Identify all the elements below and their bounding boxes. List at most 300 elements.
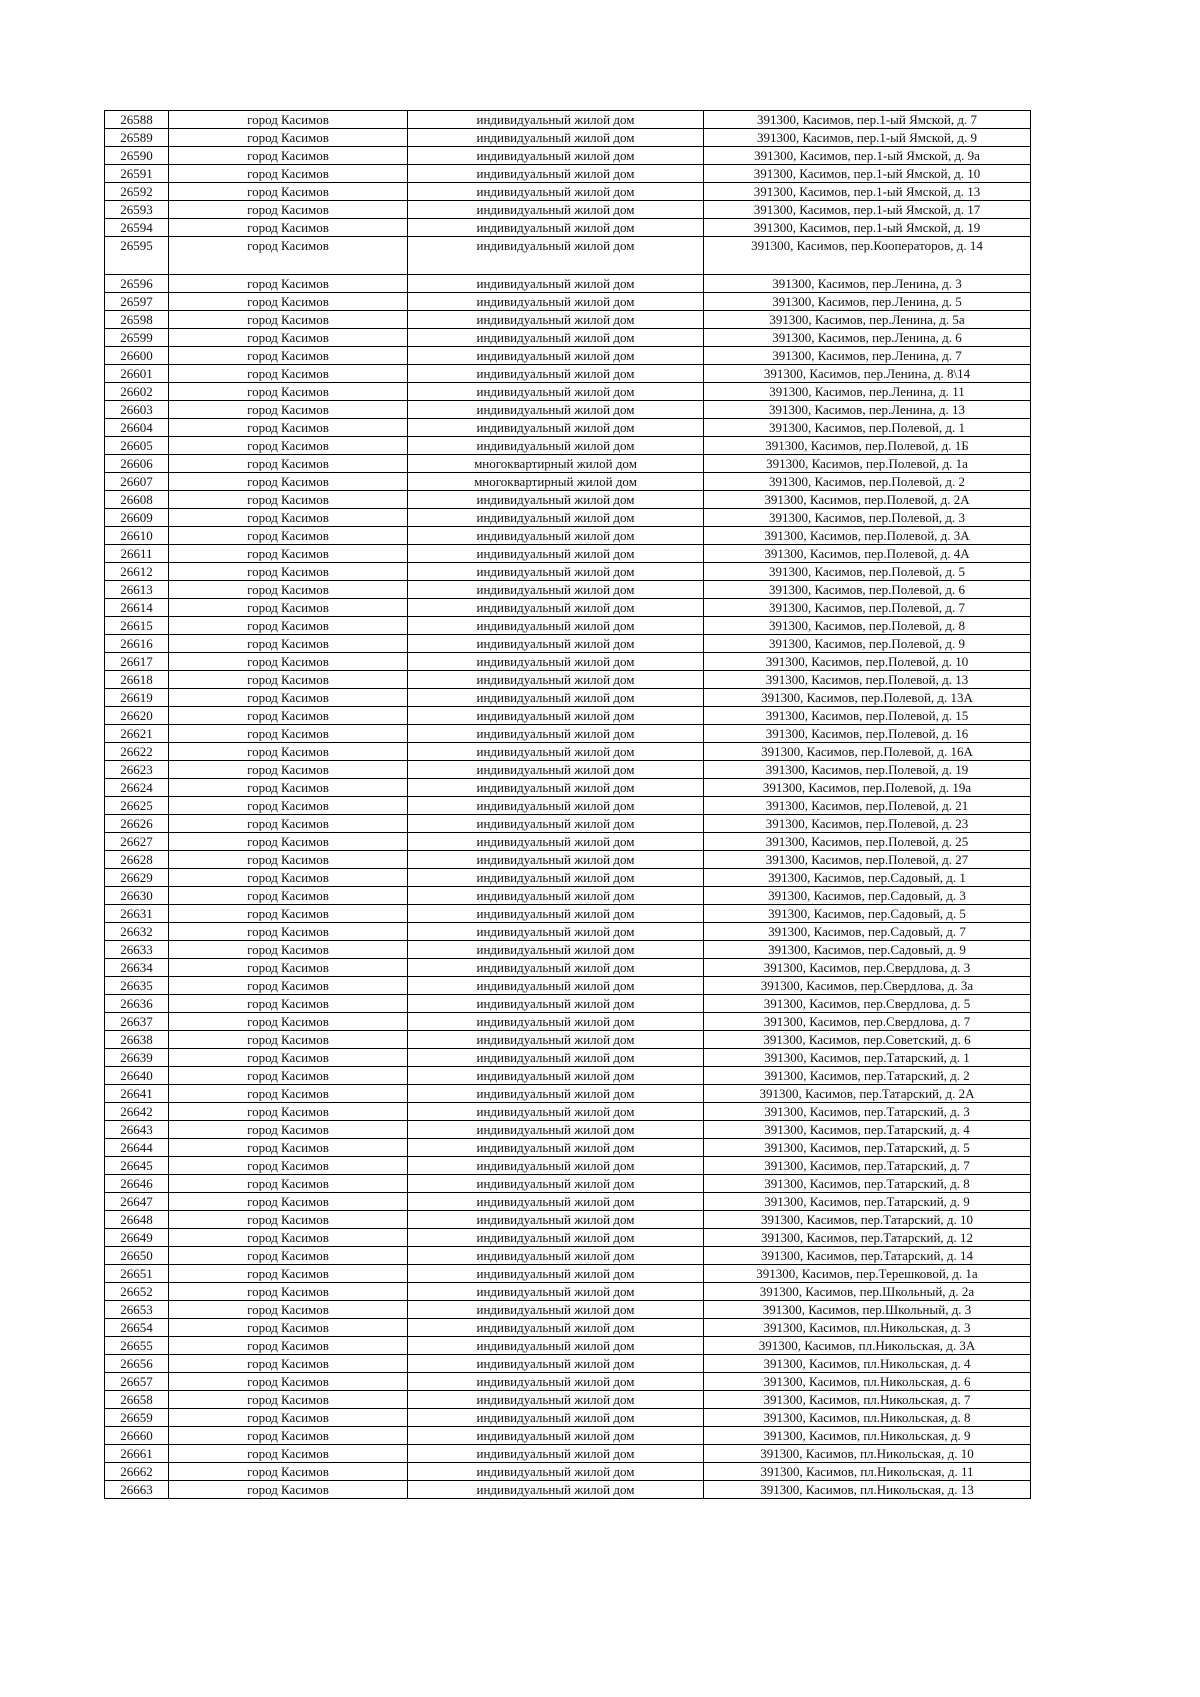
city-cell: город Касимов	[169, 959, 408, 977]
row-number-cell: 26602	[105, 383, 169, 401]
building-type-cell: индивидуальный жилой дом	[408, 1355, 704, 1373]
row-number-cell: 26638	[105, 1031, 169, 1049]
building-type-cell: индивидуальный жилой дом	[408, 545, 704, 563]
city-cell: город Касимов	[169, 653, 408, 671]
table-row	[105, 237, 1031, 275]
city-cell: город Касимов	[169, 617, 408, 635]
building-type-cell: индивидуальный жилой дом	[408, 689, 704, 707]
row-number-cell: 26633	[105, 941, 169, 959]
city-cell: город Касимов	[169, 671, 408, 689]
row-number-cell: 26619	[105, 689, 169, 707]
table-row	[105, 473, 1031, 491]
building-type-cell: индивидуальный жилой дом	[408, 275, 704, 293]
row-number-cell: 26657	[105, 1373, 169, 1391]
row-number-cell: 26613	[105, 581, 169, 599]
row-number-cell: 26632	[105, 923, 169, 941]
table-row	[105, 1427, 1031, 1445]
building-type-cell: индивидуальный жилой дом	[408, 293, 704, 311]
address-cell: 391300, Касимов, пер.Ленина, д. 13	[704, 401, 1031, 419]
row-number-cell: 26659	[105, 1409, 169, 1427]
address-cell: 391300, Касимов, пер.Свердлова, д. 3	[704, 959, 1031, 977]
city-cell: город Касимов	[169, 977, 408, 995]
city-cell: город Касимов	[169, 1139, 408, 1157]
building-type-cell: индивидуальный жилой дом	[408, 347, 704, 365]
table-body	[105, 111, 1031, 1499]
address-cell: 391300, Касимов, пер.Татарский, д. 1	[704, 1049, 1031, 1067]
row-number-cell: 26615	[105, 617, 169, 635]
table-row	[105, 329, 1031, 347]
table-row	[105, 707, 1031, 725]
table-row	[105, 365, 1031, 383]
city-cell: город Касимов	[169, 1103, 408, 1121]
address-cell: 391300, Касимов, пер.1-ый Ямской, д. 19	[704, 219, 1031, 237]
building-type-cell: индивидуальный жилой дом	[408, 329, 704, 347]
address-cell: 391300, Касимов, пер.Полевой, д. 13	[704, 671, 1031, 689]
address-cell: 391300, Касимов, пер.Садовый, д. 7	[704, 923, 1031, 941]
city-cell: город Касимов	[169, 923, 408, 941]
address-cell: 391300, Касимов, пер.Татарский, д. 2А	[704, 1085, 1031, 1103]
row-number-cell: 26660	[105, 1427, 169, 1445]
building-type-cell: индивидуальный жилой дом	[408, 977, 704, 995]
building-type-cell: индивидуальный жилой дом	[408, 1265, 704, 1283]
table-row	[105, 1157, 1031, 1175]
table-row	[105, 689, 1031, 707]
table-row	[105, 1445, 1031, 1463]
city-cell: город Касимов	[169, 401, 408, 419]
address-cell: 391300, Касимов, пер.Полевой, д. 6	[704, 581, 1031, 599]
address-cell: 391300, Касимов, пер.Полевой, д. 1	[704, 419, 1031, 437]
city-cell: город Касимов	[169, 1175, 408, 1193]
building-type-cell: индивидуальный жилой дом	[408, 111, 704, 129]
table-row	[105, 1193, 1031, 1211]
row-number-cell: 26628	[105, 851, 169, 869]
address-cell: 391300, Касимов, пер.Полевой, д. 2	[704, 473, 1031, 491]
address-cell: 391300, Касимов, пер.Ленина, д. 11	[704, 383, 1031, 401]
city-cell: город Касимов	[169, 1157, 408, 1175]
city-cell: город Касимов	[169, 1427, 408, 1445]
row-number-cell: 26623	[105, 761, 169, 779]
address-cell: 391300, Касимов, пер.Ленина, д. 8\14	[704, 365, 1031, 383]
row-number-cell: 26601	[105, 365, 169, 383]
table-row	[105, 183, 1031, 201]
table-row	[105, 1031, 1031, 1049]
table-row	[105, 923, 1031, 941]
building-type-cell: индивидуальный жилой дом	[408, 401, 704, 419]
row-number-cell: 26661	[105, 1445, 169, 1463]
address-cell: 391300, Касимов, пер.Ленина, д. 7	[704, 347, 1031, 365]
building-type-cell: индивидуальный жилой дом	[408, 1121, 704, 1139]
row-number-cell: 26663	[105, 1481, 169, 1499]
address-cell: 391300, Касимов, пер.Татарский, д. 2	[704, 1067, 1031, 1085]
city-cell: город Касимов	[169, 365, 408, 383]
table-row	[105, 635, 1031, 653]
building-type-cell: индивидуальный жилой дом	[408, 1049, 704, 1067]
city-cell: город Касимов	[169, 815, 408, 833]
city-cell: город Касимов	[169, 1049, 408, 1067]
row-number-cell: 26604	[105, 419, 169, 437]
building-type-cell: индивидуальный жилой дом	[408, 581, 704, 599]
building-type-cell: индивидуальный жилой дом	[408, 1211, 704, 1229]
building-type-cell: индивидуальный жилой дом	[408, 1283, 704, 1301]
table-row	[105, 1103, 1031, 1121]
city-cell: город Касимов	[169, 275, 408, 293]
row-number-cell: 26595	[105, 237, 169, 275]
table-row	[105, 617, 1031, 635]
row-number-cell: 26655	[105, 1337, 169, 1355]
address-cell: 391300, Касимов, пер.Татарский, д. 5	[704, 1139, 1031, 1157]
building-type-cell: индивидуальный жилой дом	[408, 219, 704, 237]
row-number-cell: 26592	[105, 183, 169, 201]
row-number-cell: 26606	[105, 455, 169, 473]
address-cell: 391300, Касимов, пер.Татарский, д. 9	[704, 1193, 1031, 1211]
address-cell: 391300, Касимов, пер.1-ый Ямской, д. 13	[704, 183, 1031, 201]
row-number-cell: 26616	[105, 635, 169, 653]
table-row	[105, 1301, 1031, 1319]
address-cell: 391300, Касимов, пер.Татарский, д. 12	[704, 1229, 1031, 1247]
address-cell: 391300, Касимов, пер.Полевой, д. 7	[704, 599, 1031, 617]
address-cell: 391300, Касимов, пл.Никольская, д. 13	[704, 1481, 1031, 1499]
address-cell: 391300, Касимов, пер.Садовый, д. 1	[704, 869, 1031, 887]
row-number-cell: 26645	[105, 1157, 169, 1175]
address-cell: 391300, Касимов, пер.Полевой, д. 8	[704, 617, 1031, 635]
city-cell: город Касимов	[169, 887, 408, 905]
building-type-cell: индивидуальный жилой дом	[408, 1427, 704, 1445]
table-row	[105, 905, 1031, 923]
address-cell: 391300, Касимов, пер.Советский, д. 6	[704, 1031, 1031, 1049]
row-number-cell: 26641	[105, 1085, 169, 1103]
row-number-cell: 26640	[105, 1067, 169, 1085]
row-number-cell: 26625	[105, 797, 169, 815]
address-cell: 391300, Касимов, пер.Полевой, д. 23	[704, 815, 1031, 833]
building-type-cell: индивидуальный жилой дом	[408, 1391, 704, 1409]
building-type-cell: индивидуальный жилой дом	[408, 725, 704, 743]
building-type-cell: индивидуальный жилой дом	[408, 165, 704, 183]
row-number-cell: 26651	[105, 1265, 169, 1283]
address-cell: 391300, Касимов, пер.1-ый Ямской, д. 9а	[704, 147, 1031, 165]
building-type-cell: индивидуальный жилой дом	[408, 635, 704, 653]
city-cell: город Касимов	[169, 527, 408, 545]
table-row	[105, 147, 1031, 165]
building-type-cell: индивидуальный жилой дом	[408, 599, 704, 617]
building-type-cell: индивидуальный жилой дом	[408, 129, 704, 147]
table-row	[105, 581, 1031, 599]
city-cell: город Касимов	[169, 111, 408, 129]
address-cell: 391300, Касимов, пер.Полевой, д. 3	[704, 509, 1031, 527]
row-number-cell: 26653	[105, 1301, 169, 1319]
city-cell: город Касимов	[169, 707, 408, 725]
building-type-cell: индивидуальный жилой дом	[408, 183, 704, 201]
row-number-cell: 26590	[105, 147, 169, 165]
table-row	[105, 293, 1031, 311]
city-cell: город Касимов	[169, 1373, 408, 1391]
table-row	[105, 383, 1031, 401]
address-cell: 391300, Касимов, пер.Садовый, д. 3	[704, 887, 1031, 905]
table-row	[105, 1211, 1031, 1229]
address-cell: 391300, Касимов, пер.Полевой, д. 19	[704, 761, 1031, 779]
row-number-cell: 26654	[105, 1319, 169, 1337]
building-type-cell: индивидуальный жилой дом	[408, 383, 704, 401]
city-cell: город Касимов	[169, 419, 408, 437]
address-cell: 391300, Касимов, пер.Полевой, д. 19а	[704, 779, 1031, 797]
building-type-cell: индивидуальный жилой дом	[408, 1229, 704, 1247]
row-number-cell: 26612	[105, 563, 169, 581]
address-cell: 391300, Касимов, пер.Ленина, д. 5	[704, 293, 1031, 311]
table-row	[105, 419, 1031, 437]
city-cell: город Касимов	[169, 599, 408, 617]
address-cell: 391300, Касимов, пер.Полевой, д. 25	[704, 833, 1031, 851]
building-type-cell: индивидуальный жилой дом	[408, 743, 704, 761]
city-cell: город Касимов	[169, 165, 408, 183]
city-cell: город Касимов	[169, 147, 408, 165]
row-number-cell: 26621	[105, 725, 169, 743]
table-row	[105, 1409, 1031, 1427]
address-cell: 391300, Касимов, пер.Татарский, д. 4	[704, 1121, 1031, 1139]
city-cell: город Касимов	[169, 797, 408, 815]
row-number-cell: 26636	[105, 995, 169, 1013]
table-row	[105, 959, 1031, 977]
building-type-cell: индивидуальный жилой дом	[408, 833, 704, 851]
table-row	[105, 1391, 1031, 1409]
building-type-cell: индивидуальный жилой дом	[408, 1247, 704, 1265]
address-cell: 391300, Касимов, пер.1-ый Ямской, д. 17	[704, 201, 1031, 219]
row-number-cell: 26591	[105, 165, 169, 183]
row-number-cell: 26588	[105, 111, 169, 129]
city-cell: город Касимов	[169, 689, 408, 707]
building-type-cell: индивидуальный жилой дом	[408, 1319, 704, 1337]
city-cell: город Касимов	[169, 1265, 408, 1283]
city-cell: город Касимов	[169, 851, 408, 869]
row-number-cell: 26624	[105, 779, 169, 797]
address-cell: 391300, Касимов, пер.Татарский, д. 8	[704, 1175, 1031, 1193]
building-type-cell: индивидуальный жилой дом	[408, 815, 704, 833]
row-number-cell: 26605	[105, 437, 169, 455]
table-row	[105, 1049, 1031, 1067]
table-row	[105, 851, 1031, 869]
row-number-cell: 26620	[105, 707, 169, 725]
table-row	[105, 527, 1031, 545]
building-type-cell: индивидуальный жилой дом	[408, 437, 704, 455]
city-cell: город Касимов	[169, 201, 408, 219]
building-type-cell: индивидуальный жилой дом	[408, 237, 704, 275]
table-row	[105, 1229, 1031, 1247]
table-row	[105, 275, 1031, 293]
row-number-cell: 26593	[105, 201, 169, 219]
city-cell: город Касимов	[169, 1247, 408, 1265]
row-number-cell: 26614	[105, 599, 169, 617]
city-cell: город Касимов	[169, 581, 408, 599]
city-cell: город Касимов	[169, 779, 408, 797]
address-cell: 391300, Касимов, пер.Полевой, д. 27	[704, 851, 1031, 869]
address-cell: 391300, Касимов, пер.Полевой, д. 2А	[704, 491, 1031, 509]
table-row	[105, 995, 1031, 1013]
building-type-cell: индивидуальный жилой дом	[408, 1409, 704, 1427]
address-cell: 391300, Касимов, пер.Садовый, д. 5	[704, 905, 1031, 923]
city-cell: город Касимов	[169, 237, 408, 275]
address-cell: 391300, Касимов, пер.Школьный, д. 2а	[704, 1283, 1031, 1301]
address-cell: 391300, Касимов, пл.Никольская, д. 11	[704, 1463, 1031, 1481]
city-cell: город Касимов	[169, 1211, 408, 1229]
city-cell: город Касимов	[169, 293, 408, 311]
address-cell: 391300, Касимов, пер.Татарский, д. 3	[704, 1103, 1031, 1121]
table-row	[105, 1247, 1031, 1265]
city-cell: город Касимов	[169, 545, 408, 563]
row-number-cell: 26617	[105, 653, 169, 671]
address-cell: 391300, Касимов, пер.Полевой, д. 1а	[704, 455, 1031, 473]
property-register-table	[104, 110, 1031, 1499]
building-type-cell: индивидуальный жилой дом	[408, 887, 704, 905]
building-type-cell: индивидуальный жилой дом	[408, 797, 704, 815]
table-row	[105, 1481, 1031, 1499]
building-type-cell: индивидуальный жилой дом	[408, 671, 704, 689]
building-type-cell: индивидуальный жилой дом	[408, 1301, 704, 1319]
row-number-cell: 26627	[105, 833, 169, 851]
table-row	[105, 347, 1031, 365]
row-number-cell: 26631	[105, 905, 169, 923]
address-cell: 391300, Касимов, пер.Татарский, д. 14	[704, 1247, 1031, 1265]
row-number-cell: 26600	[105, 347, 169, 365]
city-cell: город Касимов	[169, 1283, 408, 1301]
city-cell: город Касимов	[169, 833, 408, 851]
city-cell: город Касимов	[169, 1229, 408, 1247]
table-row	[105, 1013, 1031, 1031]
table-row	[105, 563, 1031, 581]
city-cell: город Касимов	[169, 473, 408, 491]
building-type-cell: индивидуальный жилой дом	[408, 905, 704, 923]
row-number-cell: 26650	[105, 1247, 169, 1265]
city-cell: город Касимов	[169, 1337, 408, 1355]
table-row	[105, 1463, 1031, 1481]
building-type-cell: многоквартирный жилой дом	[408, 455, 704, 473]
city-cell: город Касимов	[169, 1391, 408, 1409]
row-number-cell: 26611	[105, 545, 169, 563]
row-number-cell: 26607	[105, 473, 169, 491]
row-number-cell: 26630	[105, 887, 169, 905]
row-number-cell: 26652	[105, 1283, 169, 1301]
table-row	[105, 977, 1031, 995]
building-type-cell: индивидуальный жилой дом	[408, 1103, 704, 1121]
city-cell: город Касимов	[169, 635, 408, 653]
table-row	[105, 797, 1031, 815]
address-cell: 391300, Касимов, пл.Никольская, д. 7	[704, 1391, 1031, 1409]
address-cell: 391300, Касимов, пер.Кооператоров, д. 14	[704, 237, 1031, 275]
city-cell: город Касимов	[169, 1067, 408, 1085]
city-cell: город Касимов	[169, 1031, 408, 1049]
row-number-cell: 26618	[105, 671, 169, 689]
row-number-cell: 26610	[105, 527, 169, 545]
table-row	[105, 509, 1031, 527]
table-row	[105, 725, 1031, 743]
row-number-cell: 26662	[105, 1463, 169, 1481]
table-row	[105, 437, 1031, 455]
city-cell: город Касимов	[169, 905, 408, 923]
row-number-cell: 26639	[105, 1049, 169, 1067]
city-cell: город Касимов	[169, 941, 408, 959]
city-cell: город Касимов	[169, 563, 408, 581]
table-row	[105, 1067, 1031, 1085]
address-cell: 391300, Касимов, пер.Полевой, д. 5	[704, 563, 1031, 581]
building-type-cell: индивидуальный жилой дом	[408, 653, 704, 671]
address-cell: 391300, Касимов, пер.Полевой, д. 16	[704, 725, 1031, 743]
building-type-cell: индивидуальный жилой дом	[408, 1337, 704, 1355]
address-cell: 391300, Касимов, пл.Никольская, д. 3	[704, 1319, 1031, 1337]
table-row	[105, 1139, 1031, 1157]
city-cell: город Касимов	[169, 183, 408, 201]
city-cell: город Касимов	[169, 311, 408, 329]
address-cell: 391300, Касимов, пер.Полевой, д. 16А	[704, 743, 1031, 761]
building-type-cell: индивидуальный жилой дом	[408, 617, 704, 635]
row-number-cell: 26637	[105, 1013, 169, 1031]
city-cell: город Касимов	[169, 329, 408, 347]
row-number-cell: 26594	[105, 219, 169, 237]
city-cell: город Касимов	[169, 743, 408, 761]
table-row	[105, 779, 1031, 797]
building-type-cell: индивидуальный жилой дом	[408, 851, 704, 869]
table-row	[105, 671, 1031, 689]
table-row	[105, 1319, 1031, 1337]
address-cell: 391300, Касимов, пл.Никольская, д. 3А	[704, 1337, 1031, 1355]
city-cell: город Касимов	[169, 129, 408, 147]
table-row	[105, 1337, 1031, 1355]
row-number-cell: 26603	[105, 401, 169, 419]
building-type-cell: индивидуальный жилой дом	[408, 869, 704, 887]
address-cell: 391300, Касимов, пер.Полевой, д. 10	[704, 653, 1031, 671]
address-cell: 391300, Касимов, пер.Свердлова, д. 7	[704, 1013, 1031, 1031]
city-cell: город Касимов	[169, 1013, 408, 1031]
address-cell: 391300, Касимов, пер.Школьный, д. 3	[704, 1301, 1031, 1319]
building-type-cell: индивидуальный жилой дом	[408, 201, 704, 219]
building-type-cell: индивидуальный жилой дом	[408, 1013, 704, 1031]
building-type-cell: индивидуальный жилой дом	[408, 761, 704, 779]
address-cell: 391300, Касимов, пер.Терешковой, д. 1а	[704, 1265, 1031, 1283]
city-cell: город Касимов	[169, 725, 408, 743]
row-number-cell: 26608	[105, 491, 169, 509]
row-number-cell: 26629	[105, 869, 169, 887]
city-cell: город Касимов	[169, 761, 408, 779]
building-type-cell: индивидуальный жилой дом	[408, 1085, 704, 1103]
address-cell: 391300, Касимов, пер.1-ый Ямской, д. 9	[704, 129, 1031, 147]
address-cell: 391300, Касимов, пер.Полевой, д. 9	[704, 635, 1031, 653]
row-number-cell: 26647	[105, 1193, 169, 1211]
address-cell: 391300, Касимов, пер.Татарский, д. 10	[704, 1211, 1031, 1229]
table-row	[105, 815, 1031, 833]
address-cell: 391300, Касимов, пл.Никольская, д. 6	[704, 1373, 1031, 1391]
city-cell: город Касимов	[169, 455, 408, 473]
building-type-cell: индивидуальный жилой дом	[408, 995, 704, 1013]
row-number-cell: 26643	[105, 1121, 169, 1139]
city-cell: город Касимов	[169, 437, 408, 455]
building-type-cell: индивидуальный жилой дом	[408, 1445, 704, 1463]
row-number-cell: 26589	[105, 129, 169, 147]
table-row	[105, 1085, 1031, 1103]
table-row	[105, 941, 1031, 959]
address-cell: 391300, Касимов, пер.Ленина, д. 6	[704, 329, 1031, 347]
city-cell: город Касимов	[169, 509, 408, 527]
table-row	[105, 401, 1031, 419]
row-number-cell: 26609	[105, 509, 169, 527]
table-row	[105, 1355, 1031, 1373]
building-type-cell: индивидуальный жилой дом	[408, 1139, 704, 1157]
city-cell: город Касимов	[169, 1301, 408, 1319]
table-row	[105, 1121, 1031, 1139]
city-cell: город Касимов	[169, 1085, 408, 1103]
city-cell: город Касимов	[169, 1355, 408, 1373]
building-type-cell: индивидуальный жилой дом	[408, 1175, 704, 1193]
table-row	[105, 869, 1031, 887]
table-row	[105, 111, 1031, 129]
address-cell: 391300, Касимов, пер.Садовый, д. 9	[704, 941, 1031, 959]
row-number-cell: 26597	[105, 293, 169, 311]
address-cell: 391300, Касимов, пер.Ленина, д. 5а	[704, 311, 1031, 329]
